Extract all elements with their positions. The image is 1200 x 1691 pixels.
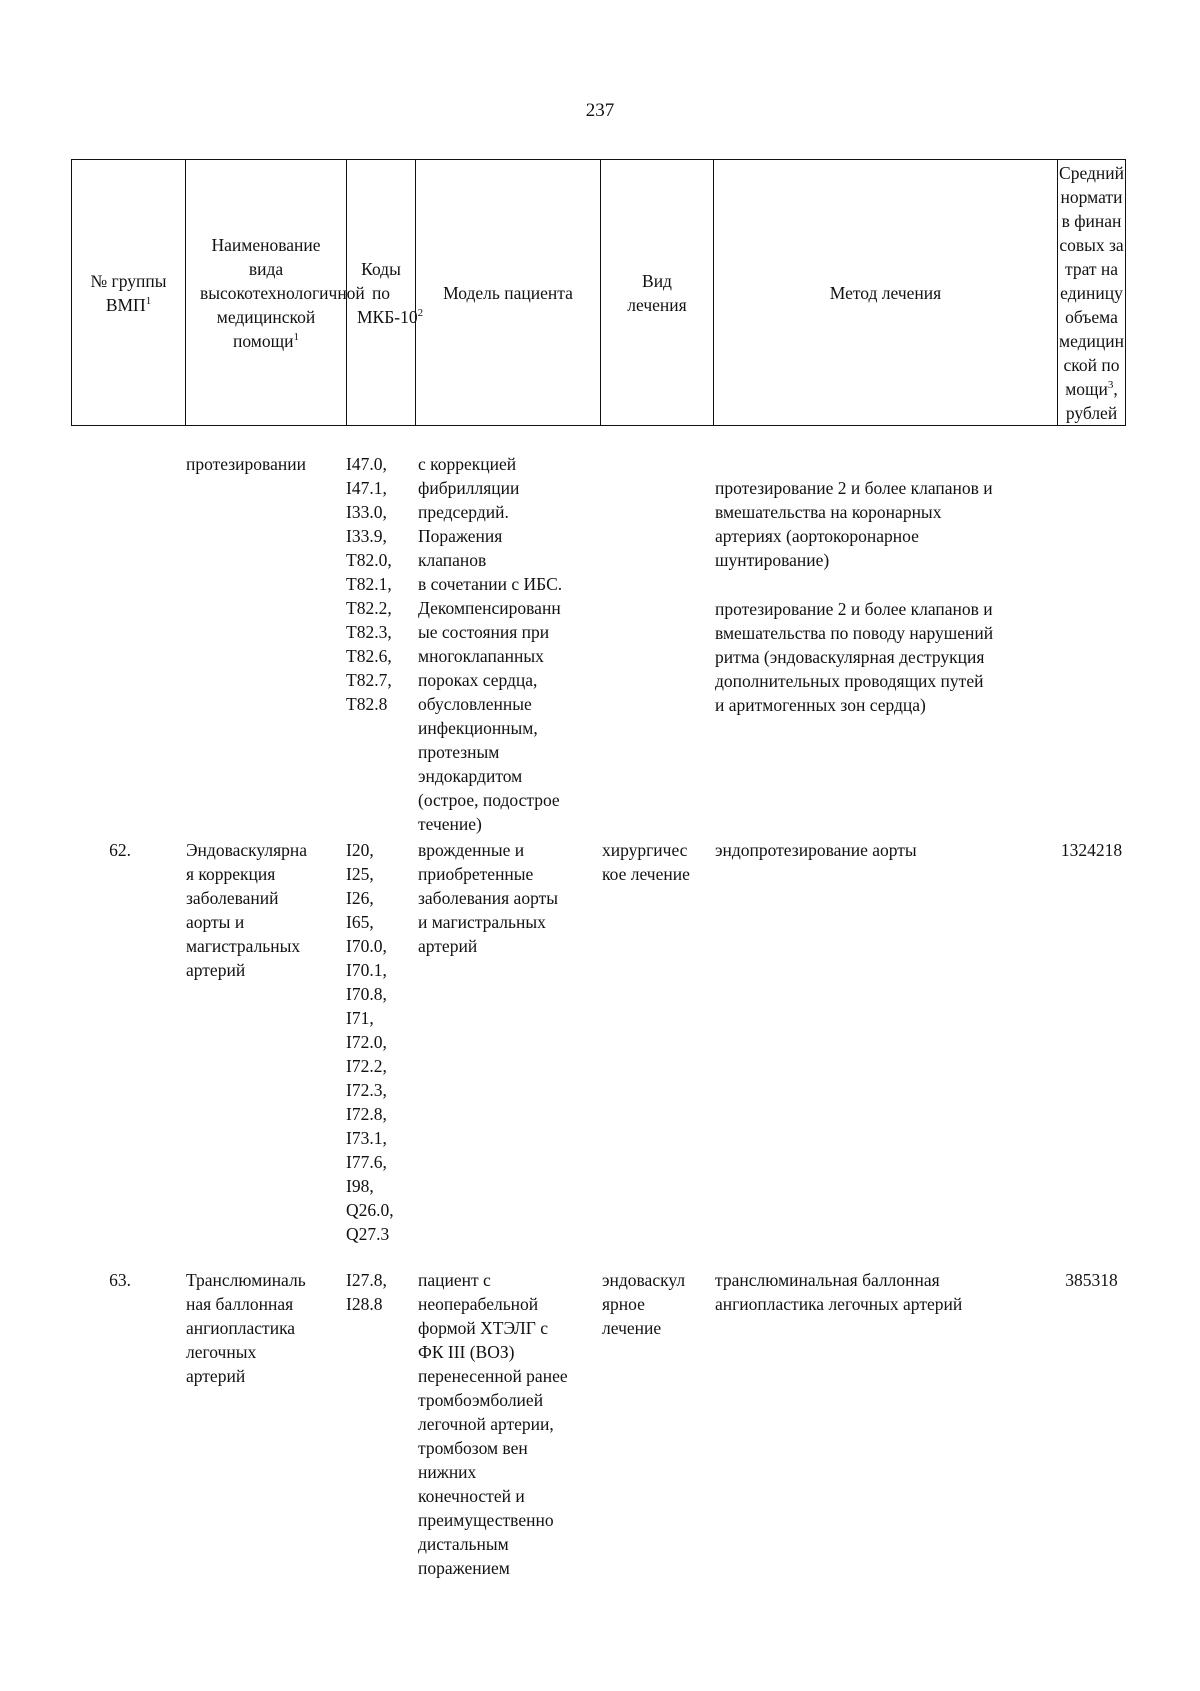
table-header bbox=[71, 159, 1126, 426]
row-63-cost: 385318 bbox=[1065, 1270, 1118, 1290]
continuation-method-2: протезирование 2 и более клапанов и вмешательства по поводу нарушений ритма (эндоваскулярная деструкция дополнительных проводящих путей и аритмогенных зон сердца) bbox=[715, 599, 994, 715]
header-icd-codes: Коды по МКБ-$10^2$ bbox=[347, 160, 416, 426]
header-treatment-method: Метод лечения bbox=[714, 160, 1058, 426]
row-62-name: Эндоваскулярна я коррекция заболеваний аорты и магистральных артерий bbox=[186, 840, 308, 980]
header-patient-model: Модель пациента bbox=[416, 160, 601, 426]
row-62-cost: 1324218 bbox=[1060, 840, 1123, 860]
row-63-name: Транслюминаль ная баллонная ангиопластика легочных артерий bbox=[186, 1270, 306, 1386]
row-62-patient-model: врожденные и приобретенные заболевания аорты и магистральных артерий bbox=[418, 840, 558, 956]
row-62-number: 62. bbox=[109, 840, 131, 860]
continuation-patient-model: с коррекцией фибрилляции предсердий. Поражения клапанов в сочетании с ИБС. Декомпенсированн ые состояния при многоклапанных пороках сердца, обусловленные инфекционным, протезным эндокардитом (острое, подострое течение) bbox=[418, 454, 563, 834]
continuation-codes: I47.0, I47.1, I33.0, I33.9, T82.0, T82.1, T82.2, T82.3, T82.6, T82.7, T82.8 bbox=[346, 454, 392, 714]
row-62-method: эндопротезирование аорты bbox=[715, 840, 917, 860]
header-treatment-type: Вид лечения bbox=[601, 160, 714, 426]
row-63-treatment-type: эндоваскул ярное лечение bbox=[602, 1270, 686, 1338]
continuation-name: протезировании bbox=[186, 454, 306, 474]
row-62-treatment-type: хирургичес кое лечение bbox=[602, 840, 690, 884]
page-number: 237 bbox=[585, 100, 615, 121]
header-vmp-name: Наименование вида высокотехнологичной медицинской помощи$^1$ bbox=[186, 160, 347, 426]
row-63-method: транслюминальная баллонная ангиопластика легочных артерий bbox=[715, 1270, 963, 1314]
header-group-number: № группы ВМП$^1$ bbox=[72, 160, 186, 426]
row-63-patient-model: пациент с неоперабельной формой ХТЭЛГ с ФК III (ВОЗ) перенесенной ранее тромбоэмболией легочной артерии, тромбозом вен нижних конечностей и преимущественно дистальным поражением bbox=[418, 1270, 568, 1578]
row-62-codes: I20, I25, I26, I65, I70.0, I70.1, I70.8, I71, I72.0, I72.2, I72.3, I72.8, I73.1, I77.6, I98, Q26.0, Q27.3 bbox=[346, 840, 394, 1244]
continuation-method-1: протезирование 2 и более клапанов и вмешательства на коронарных артериях (аортокоронарное шунтирование) bbox=[715, 478, 993, 570]
row-63-codes: I27.8, I28.8 bbox=[346, 1270, 387, 1314]
header-cost: Средний норматив финансовых затрат на единицу объема медицинской помощи$^3$, рублей bbox=[1058, 160, 1126, 426]
row-63-number: 63. bbox=[109, 1270, 131, 1290]
